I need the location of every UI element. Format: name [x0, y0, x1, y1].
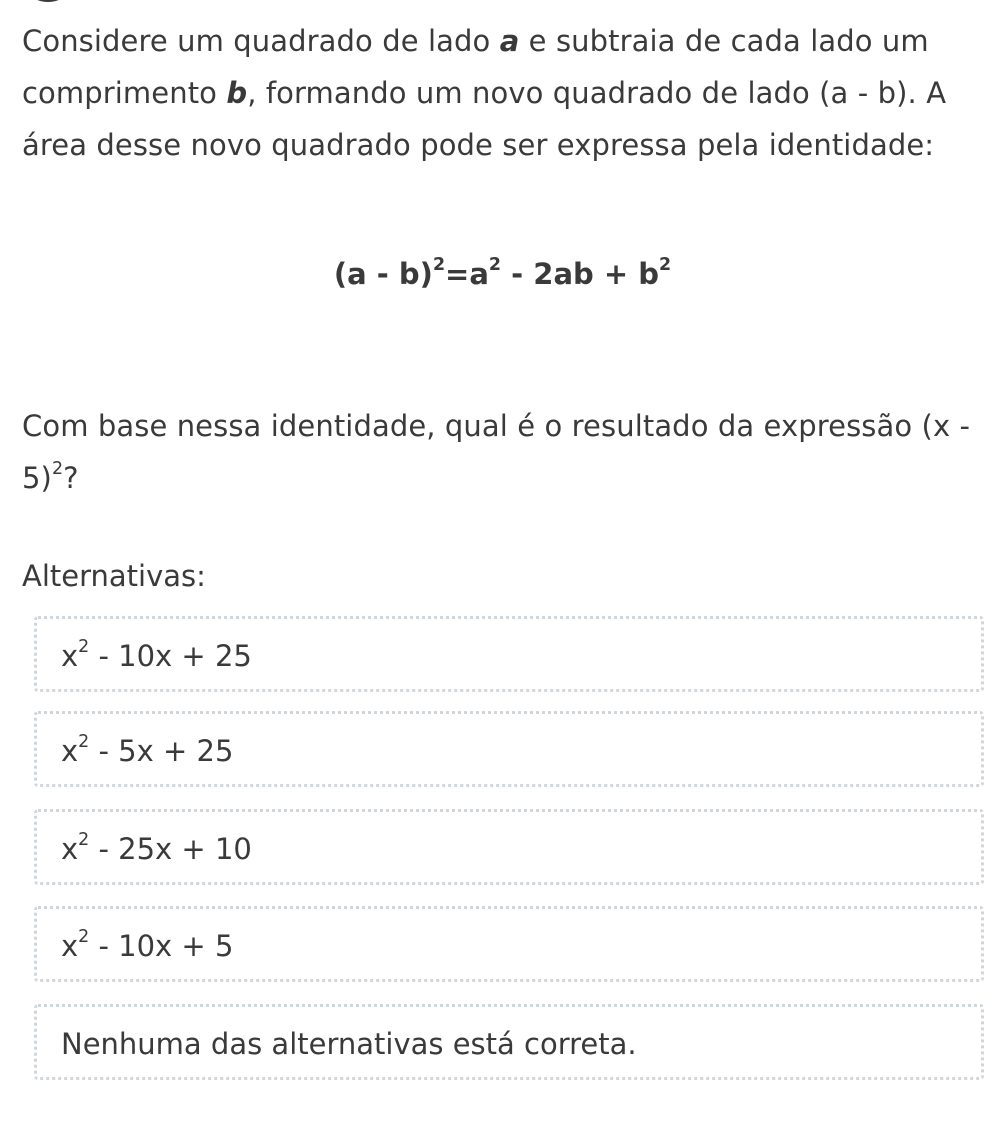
alternatives-heading: Alternativas: — [22, 559, 206, 593]
option-rest: - 5x + 25 — [89, 734, 234, 768]
intro-text-1: Considere um quadrado de lado — [22, 24, 500, 58]
formula-lhs: (a - b) — [333, 257, 433, 291]
alternative-option[interactable] — [34, 906, 984, 982]
question-prompt — [22, 400, 992, 504]
option-label — [61, 812, 252, 886]
formula-lhs-exponent: 2 — [432, 255, 446, 276]
question-text: Com base nessa identidade, qual é o resultado da expressão — [22, 409, 922, 443]
option-exponent: 2 — [78, 732, 90, 753]
option-label — [61, 714, 233, 788]
question-expression-exponent: 2 — [51, 459, 64, 480]
formula-equals-a: =a — [445, 257, 489, 291]
intro-text-2: e subtraia de cada lado um comprimento — [22, 24, 929, 110]
avatar — [18, 0, 78, 2]
alternative-option[interactable] — [34, 616, 984, 692]
intro-text-3: , formando um novo quadrado de lado (a - b). A área desse novo quadrado pode ser expressa pela identidade: — [22, 76, 947, 162]
option-label: Nenhuma das alternativas está correta. — [61, 1027, 637, 1061]
identity-formula — [0, 248, 1005, 300]
alternative-option[interactable] — [34, 809, 984, 885]
option-base: x — [61, 734, 79, 768]
option-exponent: 2 — [78, 637, 90, 658]
alternative-option[interactable] — [34, 711, 984, 787]
option-rest: - 25x + 10 — [89, 832, 252, 866]
question-expression: (x - 5) — [22, 409, 971, 495]
variable-b: b — [226, 76, 248, 110]
alternative-option[interactable] — [34, 1004, 984, 1080]
formula-b-exponent: 2 — [659, 255, 672, 276]
formula-middle: - 2ab + b — [501, 257, 660, 291]
variable-a: a — [499, 24, 520, 58]
option-label — [61, 909, 233, 983]
option-base: x — [61, 832, 79, 866]
question-intro — [22, 15, 992, 171]
formula-a-exponent: 2 — [488, 255, 502, 276]
option-label — [61, 619, 252, 693]
option-exponent: 2 — [78, 830, 90, 851]
option-rest: - 10x + 5 — [89, 929, 234, 963]
option-rest: - 10x + 25 — [89, 639, 252, 673]
question-mark: ? — [63, 461, 79, 495]
option-base: x — [61, 929, 79, 963]
option-base: x — [61, 639, 79, 673]
option-exponent: 2 — [78, 927, 90, 948]
